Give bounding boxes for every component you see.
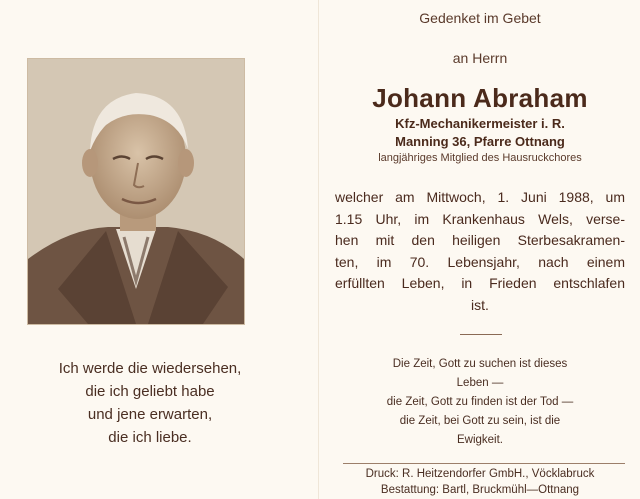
printer-credit: Druck: R. Heitzendorfer GmbH., Vöcklabruck <box>365 468 595 480</box>
quote-line: Die Zeit, Gott zu suchen ist dieses <box>392 358 568 370</box>
divider <box>460 334 502 335</box>
intro-line-2: an Herrn <box>452 50 508 66</box>
quote-line: Ewigkeit. <box>456 434 504 446</box>
quote-line: die Zeit, bei Gott zu sein, ist die <box>399 415 561 427</box>
left-verse-line: und jene erwarten, <box>87 406 213 423</box>
intro-line-1: Gedenket im Gebet <box>419 10 541 26</box>
left-verse <box>20 357 280 449</box>
quote-line: die Zeit, Gott zu finden ist der Tod — <box>386 396 574 408</box>
obituary-line: hen mit den heiligen Sterbesakramen- <box>335 232 625 248</box>
deceased-title: Kfz-Mechanikermeister i. R. <box>395 116 565 131</box>
obituary-line: ten, im 70. Lebensjahr, nach einem <box>335 253 625 270</box>
left-verse-line: die ich geliebt habe <box>85 383 215 400</box>
quote-line: Leben — <box>456 377 504 389</box>
obituary-line: erfüllten Leben, in Frieden entschlafen <box>335 275 625 291</box>
obituary-text <box>335 187 625 316</box>
obituary-line: ist. <box>471 296 489 313</box>
quote-verse <box>335 355 625 450</box>
deceased-name: Johann Abraham <box>372 83 588 113</box>
left-verse-line: Ich werde die wiedersehen, <box>58 360 242 377</box>
membership-note: langjähriges Mitglied des Hausruckchores <box>378 152 582 164</box>
funeral-home-credit: Bestattung: Bartl, Bruckmühl—Ottnang <box>380 484 580 496</box>
footer-divider <box>343 463 625 464</box>
obituary-line: 1.15 Uhr, im Krankenhaus Wels, verse- <box>335 210 625 227</box>
left-verse-line: die ich liebe. <box>108 429 192 446</box>
portrait-photo <box>27 58 245 325</box>
deceased-address: Manning 36, Pfarre Ottnang <box>395 134 565 149</box>
obituary-line: welcher am Mittwoch, 1. Juni 1988, um <box>335 189 625 205</box>
card-fold <box>318 0 319 499</box>
portrait-illustration <box>28 59 244 324</box>
